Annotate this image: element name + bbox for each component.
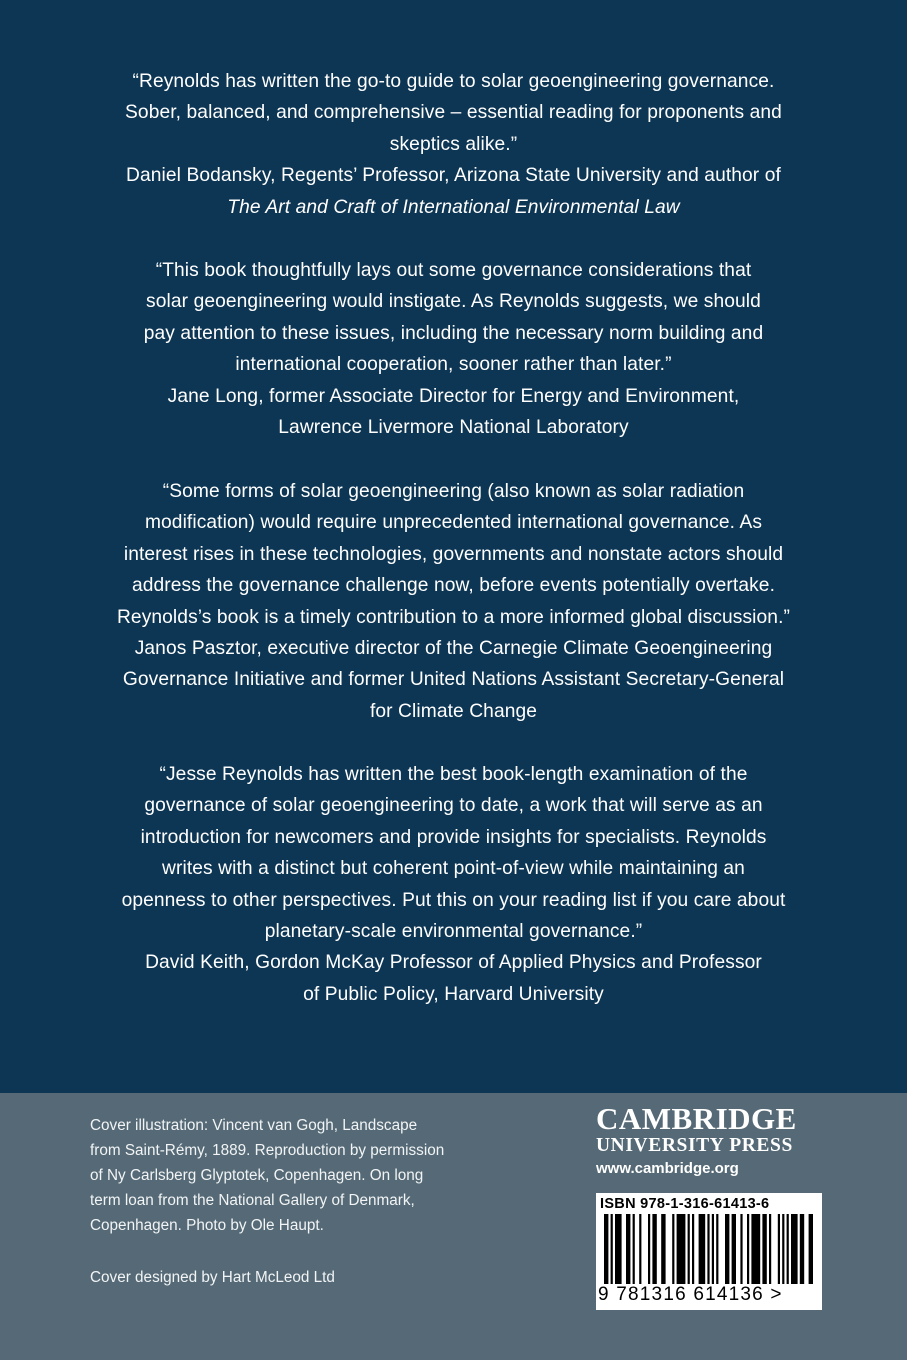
credit-line: of Ny Carlsberg Glyptotek, Copenhagen. On long	[90, 1167, 424, 1184]
isbn-label: ISBN 978-1-316-61413-6	[600, 1196, 770, 1212]
barcode-bar	[692, 1214, 694, 1284]
barcode-bar	[787, 1214, 789, 1284]
barcode-bar	[725, 1214, 729, 1284]
barcode-bar	[661, 1214, 665, 1284]
barcode-bar	[747, 1214, 749, 1284]
book-title-line: The Art and Craft of International Environmental Law	[227, 196, 680, 218]
quote-line: governance of solar geoengineering to date, a work that will serve as an	[144, 795, 763, 817]
barcode-bar	[633, 1214, 635, 1284]
quote-line: Sober, balanced, and comprehensive – essential reading for proponents and	[125, 102, 782, 124]
publisher-url: www.cambridge.org	[596, 1160, 739, 1177]
quote-line: pay attention to these issues, including the necessary norm building and	[143, 322, 764, 344]
quote-line: solar geoengineering would instigate. As Reynolds suggests, we should	[146, 291, 761, 313]
barcode-bar	[800, 1214, 804, 1284]
quote-line: international cooperation, sooner rather than later.”	[235, 354, 672, 376]
barcode-bar	[699, 1214, 706, 1284]
endorsement-pasztor	[40, 476, 867, 727]
quote-line: skeptics alike.”	[389, 133, 518, 155]
barcode-bar	[707, 1214, 709, 1284]
credit-line: from Saint-Rémy, 1889. Reproduction by permission	[90, 1142, 445, 1159]
attribution-line: Governance Initiative and former United Nations Assistant Secretary-General	[122, 669, 785, 691]
barcode-bar	[672, 1214, 674, 1284]
quote-line: “This book thoughtfully lays out some governance considerations that	[155, 260, 752, 281]
quote-line: address the governance challenge now, before events potentially overtake.	[131, 575, 776, 597]
designer-credit: Cover designed by Hart McLeod Ltd	[90, 1269, 335, 1286]
isbn-barcode	[596, 1193, 822, 1310]
barcode-bar	[611, 1214, 613, 1284]
barcode-bar	[791, 1214, 798, 1284]
publisher-logo	[596, 1103, 836, 1179]
credit-line: Copenhagen. Photo by Ole Haupt.	[90, 1217, 324, 1234]
barcode-bar	[732, 1214, 736, 1284]
barcode-bar	[762, 1214, 766, 1284]
quote-line: interest rises in these technologies, governments and nonstate actors should	[123, 543, 784, 565]
barcode-bar	[712, 1214, 714, 1284]
barcode-bar	[751, 1214, 760, 1284]
quote-line: modification) would require unprecedented international governance. As	[144, 512, 763, 534]
barcode-bar	[648, 1214, 650, 1284]
quote-line: openness to other perspectives. Put this on your reading list if you care about	[121, 889, 786, 911]
endorsement-bodansky	[40, 66, 867, 223]
barcode-bar	[688, 1214, 690, 1284]
barcode-bar	[677, 1214, 686, 1284]
attribution-line: Janos Pasztor, executive director of the Carnegie Climate Geoengineering	[134, 638, 773, 660]
cover-credits	[90, 1113, 510, 1238]
attribution-line: Lawrence Livermore National Laboratory	[278, 417, 629, 439]
barcode-bar	[604, 1214, 608, 1284]
barcode-bars	[602, 1214, 816, 1284]
publisher-name: CAMBRIDGE	[596, 1101, 797, 1136]
quote-line: writes with a distinct but coherent point-of-view while maintaining an	[162, 858, 745, 880]
quote-line: planetary-scale environmental governance.”	[264, 921, 643, 943]
quote-line: “Some forms of solar geoengineering (also known as solar radiation	[162, 481, 745, 502]
credit-line: Cover illustration: Vincent van Gogh, Landscape	[90, 1117, 418, 1134]
barcode-bar	[782, 1214, 784, 1284]
publisher-subtitle: UNIVERSITY PRESS	[596, 1135, 793, 1156]
attribution-line: Daniel Bodansky, Regents’ Professor, Arizona State University and author of	[126, 165, 781, 187]
credit-line: term loan from the National Gallery of Denmark,	[90, 1192, 415, 1209]
barcode-bar	[639, 1214, 641, 1284]
barcode-bar	[615, 1214, 622, 1284]
quote-line: “Reynolds has written the go-to guide to solar geoengineering governance.	[132, 71, 775, 92]
attribution-line: David Keith, Gordon McKay Professor of Applied Physics and Professor	[145, 952, 762, 974]
endorsement-long	[40, 255, 867, 443]
quote-line: introduction for newcomers and provide insights for specialists. Reynolds	[140, 826, 767, 848]
attribution-line: for Climate Change	[369, 700, 538, 722]
quote-line: Reynolds’s book is a timely contribution to a more informed global discussion.”	[116, 606, 791, 628]
attribution-line: of Public Policy, Harvard University	[303, 983, 604, 1005]
barcode-bar	[652, 1214, 656, 1284]
quote-line: “Jesse Reynolds has written the best book-length examination of the	[159, 764, 748, 785]
attribution-line: Jane Long, former Associate Director for Energy and Environment,	[167, 385, 740, 407]
barcode-bar	[626, 1214, 630, 1284]
endorsement-keith	[40, 759, 867, 1010]
barcode-bar	[740, 1214, 742, 1284]
barcode-bar	[809, 1214, 813, 1284]
barcode-bar	[778, 1214, 780, 1284]
barcode-bar	[769, 1214, 771, 1284]
barcode-digits: 9 781316 614136 >	[598, 1284, 783, 1305]
barcode-bar	[716, 1214, 718, 1284]
